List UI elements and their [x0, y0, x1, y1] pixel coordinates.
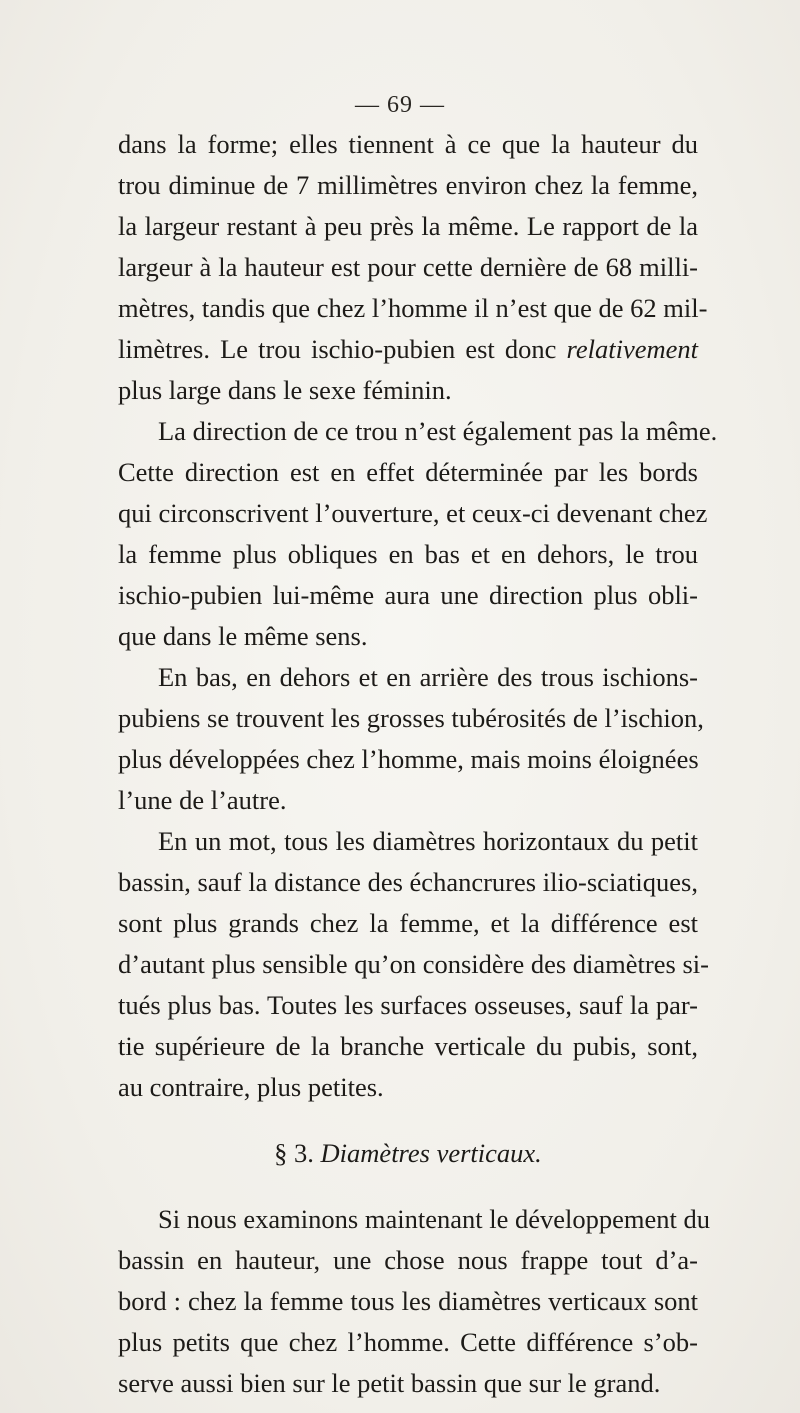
paragraphs-after-heading — [118, 1199, 710, 1404]
text-line — [118, 165, 698, 206]
line-text: ischio-pubien lui-même aura une direction plus obli- — [118, 580, 698, 610]
paragraph — [118, 657, 704, 821]
text-line — [118, 1281, 698, 1322]
text-line — [118, 821, 698, 862]
line-text: trou diminue de 7 millimètres environ chez la femme, — [118, 170, 698, 200]
line-text: l’une de l’autre. — [118, 785, 287, 815]
text-line — [118, 1240, 698, 1281]
text-line — [118, 903, 698, 944]
line-text: pubiens se trouvent les grosses tubérosités de l’ischion, — [118, 703, 704, 733]
text-line — [118, 698, 704, 739]
paragraphs-before-heading — [118, 124, 718, 1108]
text-line — [118, 944, 709, 985]
text-line — [118, 452, 698, 493]
text-line — [118, 575, 698, 616]
text-line — [118, 985, 698, 1026]
line-text: mètres, tandis que chez l’homme il n’est que de 62 mil- — [118, 293, 708, 323]
text-line — [118, 411, 718, 452]
section-heading — [118, 1133, 698, 1174]
text-line — [118, 124, 698, 165]
line-text: serve aussi bien sur le petit bassin que sur le grand. — [118, 1368, 661, 1398]
paragraph — [118, 124, 708, 411]
body-text — [118, 124, 718, 1404]
line-text: au contraire, plus petites. — [118, 1072, 384, 1102]
line-text: la largeur restant à peu près la même. Le rapport de la — [118, 211, 698, 241]
text-line — [118, 206, 698, 247]
line-text: En un mot, tous les diamètres horizontaux du petit — [158, 826, 698, 856]
line-text: que dans le même sens. — [118, 621, 368, 651]
line-text: tués plus bas. Toutes les surfaces osseuses, sauf la par- — [118, 990, 698, 1020]
line-text: tie supérieure de la branche verticale du pubis, sont, — [118, 1031, 698, 1061]
line-text: limètres. Le trou ischio-pubien est donc — [118, 334, 557, 364]
page-number: — 69 — — [355, 92, 445, 118]
text-line — [118, 370, 698, 411]
text-line — [118, 657, 698, 698]
line-text: d’autant plus sensible qu’on considère des diamètres si- — [118, 949, 709, 979]
section-title: Diamètres verticaux. — [320, 1138, 542, 1168]
line-text: Si nous examinons maintenant le développement du — [158, 1204, 710, 1234]
line-text: plus petits que chez l’homme. Cette différence s’ob- — [118, 1327, 698, 1357]
text-line — [118, 780, 698, 821]
text-line — [118, 1322, 698, 1363]
text-line — [118, 862, 698, 903]
section-number: § 3. — [274, 1138, 314, 1168]
line-text: dans la forme; elles tiennent à ce que la hauteur du — [118, 129, 698, 159]
line-text: largeur à la hauteur est pour cette dernière de 68 milli- — [118, 252, 698, 282]
paragraph — [118, 821, 709, 1108]
text-line — [118, 1026, 698, 1067]
line-text: qui circonscrivent l’ouverture, et ceux-ci devenant chez — [118, 498, 708, 528]
line-text: sont plus grands chez la femme, et la différence est — [118, 908, 698, 938]
text-line — [118, 288, 708, 329]
text-line — [118, 247, 698, 288]
paragraph — [118, 1199, 710, 1404]
paragraph — [118, 411, 718, 657]
line-text: En bas, en dehors et en arrière des trous ischions- — [158, 662, 698, 692]
text-line — [118, 616, 698, 657]
line-text: bassin, sauf la distance des échancrures ilio-sciatiques, — [118, 867, 698, 897]
line-text: La direction de ce trou n’est également pas la même. — [158, 416, 718, 446]
line-text: bord : chez la femme tous les diamètres verticaux sont — [118, 1286, 698, 1316]
line-text: Cette direction est en effet déterminée par les bords — [118, 457, 698, 487]
line-text: bassin en hauteur, une chose nous frappe tout d’a- — [118, 1245, 698, 1275]
text-line — [118, 1067, 698, 1108]
text-line — [118, 1363, 698, 1404]
text-line — [118, 493, 708, 534]
text-line — [118, 1199, 710, 1240]
text-line — [118, 329, 698, 370]
line-text: plus développées chez l’homme, mais moins éloignées — [118, 744, 699, 774]
text-line — [118, 534, 698, 575]
line-text: plus large dans le sexe féminin. — [118, 375, 452, 405]
italic-word: relativement — [566, 334, 699, 364]
line-text: la femme plus obliques en bas et en dehors, le trou — [118, 539, 698, 569]
text-line — [118, 739, 698, 780]
